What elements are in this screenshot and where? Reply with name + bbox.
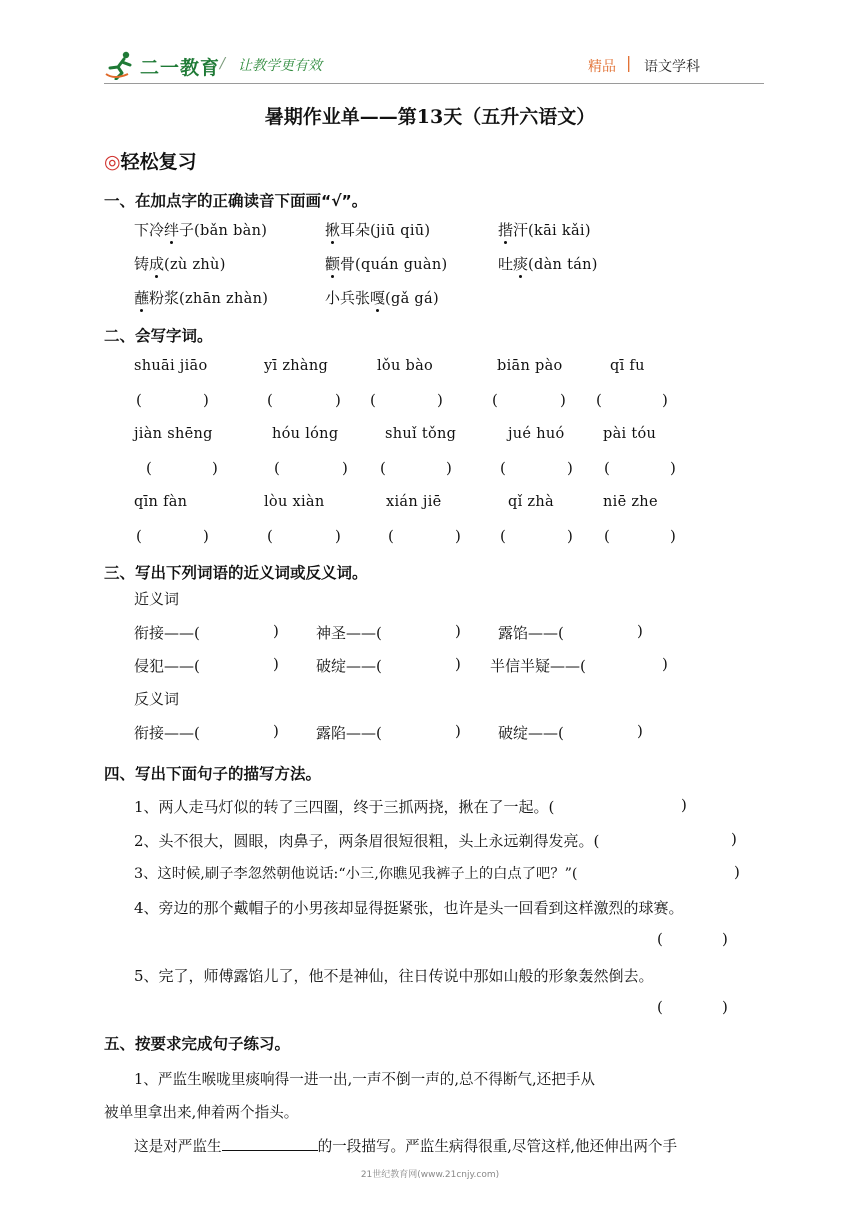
answer-paren-open: (	[136, 391, 142, 409]
slogan-divider: /	[220, 54, 226, 72]
pinyin-prompt: biān pào	[497, 358, 563, 374]
answer-paren-close: )	[335, 527, 341, 545]
passage-line-2: 被单里拿出来,伸着两个指头。	[104, 1104, 299, 1121]
answer-paren-close: )	[722, 930, 728, 948]
answer-paren-open: (	[500, 459, 506, 477]
answer-paren-close: )	[637, 622, 643, 640]
pinyin-prompt: shuāi jiāo	[134, 358, 208, 374]
pinyin-prompt: qīn fàn	[134, 494, 188, 510]
page-title: 暑期作业单——第13天（五升六语文）	[264, 106, 596, 128]
answer-paren-open: (	[267, 527, 273, 545]
answer-paren-close: )	[273, 622, 279, 640]
question-2-heading: 二、会写字词。	[104, 327, 213, 345]
pinyin-prompt: niē zhe	[603, 494, 658, 510]
answer-paren-close: )	[455, 622, 461, 640]
answer-paren-close: )	[203, 527, 209, 545]
answer-paren-close: )	[446, 459, 452, 477]
answer-paren-close: )	[731, 830, 737, 848]
answer-paren-close: )	[637, 722, 643, 740]
answer-paren-close: )	[567, 527, 573, 545]
answer-paren-open: (	[370, 391, 376, 409]
word-pair: 衔接——(	[134, 724, 200, 742]
answer-paren-close: )	[273, 655, 279, 673]
answer-paren-open: (	[267, 391, 273, 409]
question-3-heading: 三、写出下列词语的近义词或反义词。	[104, 564, 368, 582]
answer-paren-close: )	[560, 391, 566, 409]
sentence-5: 5、完了，师傅露馅儿了，他不是神仙，往日传说中那如山般的形象轰然倒去。	[134, 967, 654, 985]
section-heading-text: 轻松复习	[120, 151, 197, 173]
q1-item: 揪耳朵(jiū qiū)	[325, 221, 431, 239]
fill-blank[interactable]	[222, 1135, 318, 1151]
answer-paren-open: (	[604, 527, 610, 545]
section-heading	[104, 147, 197, 174]
sentence-1: 1、两人走马灯似的转了三四圈，终于三抓两挠，揪在了一起。(	[134, 798, 555, 816]
word-pair: 破绽——(	[498, 724, 564, 742]
q1-item: 蘸粉浆(zhān zhàn)	[134, 289, 269, 307]
brand-label: 精品	[588, 59, 616, 75]
brand-divider: |	[626, 53, 632, 72]
word-pair: 露馅——(	[498, 624, 564, 642]
pinyin-prompt: yī zhàng	[264, 358, 329, 374]
q1-item: 下冷绊子(bǎn bàn)	[134, 221, 268, 239]
question-4-heading: 四、写出下面句子的描写方法。	[104, 765, 322, 783]
word-pair: 破绽——(	[316, 657, 382, 675]
answer-paren-open: (	[380, 459, 386, 477]
answer-paren-close: )	[662, 655, 668, 673]
q1-item: 小兵张嘎(gǎ gá)	[325, 289, 439, 307]
q1-item: 铸成(zù zhù)	[134, 255, 226, 273]
subject-label: 语文学科	[644, 59, 700, 75]
q1-item: 颧骨(quán guàn)	[325, 255, 448, 273]
sentence-2: 2、头不很大，圆眼，肉鼻子，两条眉很短很粗，头上永远剃得发亮。(	[134, 832, 600, 850]
answer-paren-open: (	[388, 527, 394, 545]
q1-item: 吐痰(dàn tán)	[498, 255, 598, 273]
answer-paren-close: )	[335, 391, 341, 409]
pinyin-prompt: xián jiē	[386, 494, 442, 510]
answer-paren-close: )	[212, 459, 218, 477]
pinyin-prompt: lòu xiàn	[264, 494, 325, 510]
synonym-label: 近义词	[134, 590, 180, 608]
header-rule	[104, 83, 764, 84]
antonym-label: 反义词	[134, 690, 180, 708]
fill-in-sentence: 这是对严监生 的一段描写。严监生病得很重,尽管这样,他还伸出两个手	[134, 1135, 677, 1156]
question-5-heading: 五、按要求完成句子练习。	[104, 1035, 291, 1053]
pinyin-prompt: qī fu	[610, 358, 645, 374]
runner-logo-icon	[104, 50, 138, 80]
answer-paren-close: )	[203, 391, 209, 409]
pinyin-prompt: lǒu bào	[377, 358, 434, 374]
logo-text: 二一教育	[140, 57, 221, 79]
pinyin-prompt: pài tóu	[603, 426, 657, 442]
answer-paren-close: )	[734, 863, 740, 881]
answer-paren-close: )	[437, 391, 443, 409]
answer-paren-close: )	[567, 459, 573, 477]
slogan: 让教学更有效	[238, 58, 322, 74]
pinyin-prompt: jué huó	[508, 426, 565, 442]
answer-paren-open: (	[136, 527, 142, 545]
answer-paren-close: )	[455, 655, 461, 673]
word-pair: 衔接——(	[134, 624, 200, 642]
answer-paren-close: )	[342, 459, 348, 477]
answer-paren-open: (	[146, 459, 152, 477]
pinyin-prompt: qǐ zhà	[508, 494, 554, 510]
answer-paren-open: (	[657, 998, 663, 1016]
pinyin-prompt: hóu lóng	[272, 426, 339, 442]
word-pair: 侵犯——(	[134, 657, 200, 675]
question-1-heading: 一、在加点字的正确读音下面画“√”。	[104, 192, 368, 210]
answer-paren-close: )	[670, 527, 676, 545]
answer-paren-close: )	[662, 391, 668, 409]
answer-paren-close: )	[670, 459, 676, 477]
footer-watermark: 21世纪教育网(www.21cnjy.com)	[360, 1170, 500, 1180]
q1-item: 揩汗(kāi kǎi)	[498, 221, 591, 239]
passage-line-1: 1、严监生喉咙里痰响得一进一出,一声不倒一声的,总不得断气,还把手从	[134, 1071, 596, 1088]
answer-paren-open: (	[596, 391, 602, 409]
answer-paren-close: )	[455, 527, 461, 545]
word-pair: 神圣——(	[316, 624, 382, 642]
answer-paren-open: (	[492, 391, 498, 409]
bullseye-icon: ◎	[104, 151, 121, 173]
answer-paren-open: (	[274, 459, 280, 477]
sentence-3: 3、这时候,刷子李忽然朝他说话:“小三,你瞧见我裤子上的白点了吧？”(	[134, 866, 578, 882]
answer-paren-close: )	[681, 796, 687, 814]
answer-paren-close: )	[722, 998, 728, 1016]
answer-paren-open: (	[604, 459, 610, 477]
pinyin-prompt: shuǐ tǒng	[385, 426, 457, 442]
answer-paren-close: )	[455, 722, 461, 740]
answer-paren-close: )	[273, 722, 279, 740]
answer-paren-open: (	[500, 527, 506, 545]
answer-paren-open: (	[657, 930, 663, 948]
sentence-4: 4、旁边的那个戴帽子的小男孩却显得挺紧张，也许是头一回看到这样激烈的球赛。	[134, 899, 684, 917]
word-pair: 露陷——(	[316, 724, 382, 742]
word-pair: 半信半疑——(	[490, 657, 586, 675]
pinyin-prompt: jiàn shēng	[134, 426, 213, 442]
